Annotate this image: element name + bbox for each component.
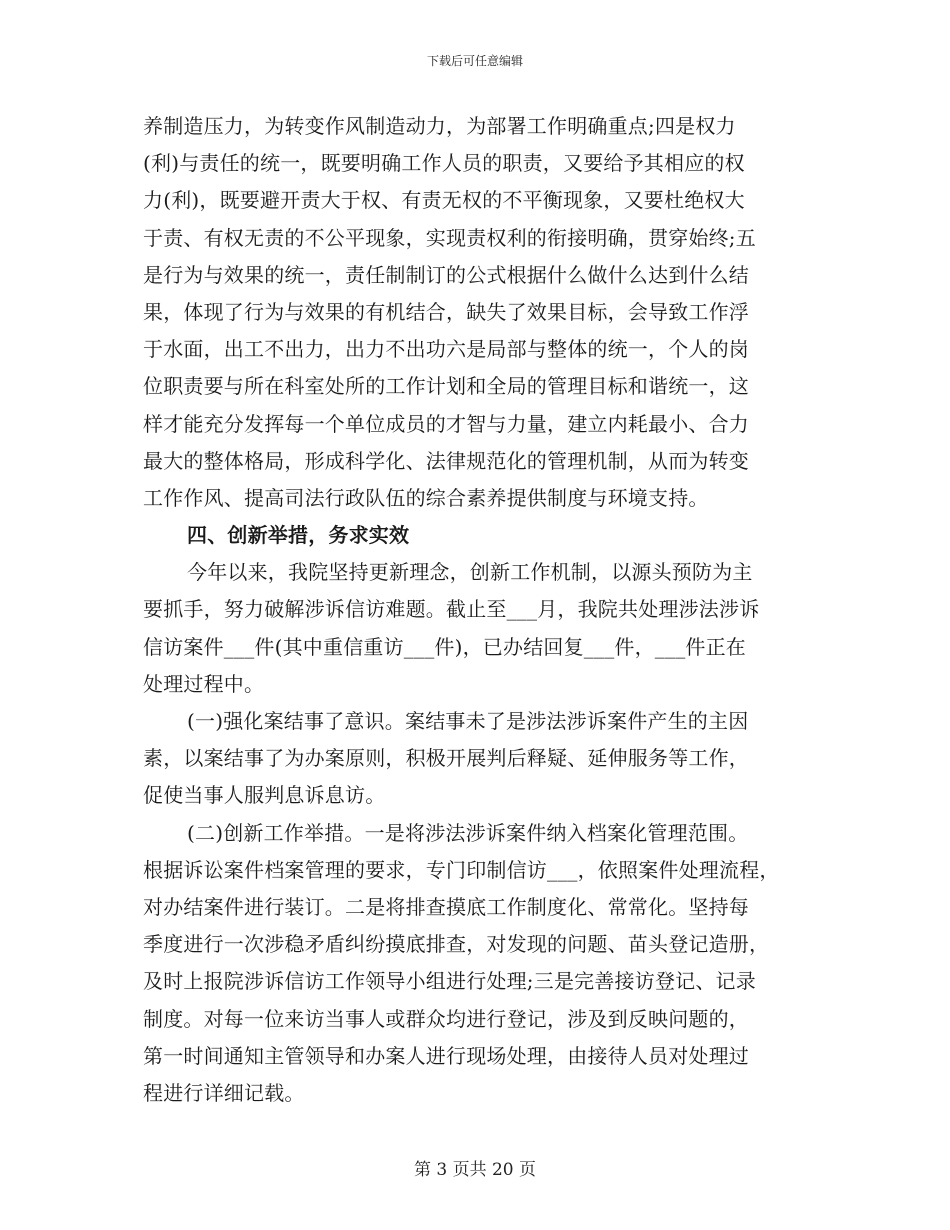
body-line: 程进行详细记载。: [143, 1080, 305, 1105]
body-line: 处理过程中。: [143, 671, 265, 696]
body-line: 及时上报院涉诉信访工作领导小组进行处理;三是完善接访登记、记录: [143, 969, 756, 994]
page-number: 第 3 页共 20 页: [413, 1160, 537, 1180]
body-line: 养制造压力，为转变作风制造动力，为部署工作明确重点;四是权力: [143, 114, 736, 138]
body-line: 根据诉讼案件档案管理的要求，专门印制信访___，依照案件处理流程，: [143, 857, 780, 882]
section-heading: 四、创新举措，务求实效: [187, 523, 410, 548]
paragraph-first-line: 今年以来，我院坚持更新理念，创新工作机制，以源头预防为主: [187, 560, 753, 585]
body-line: 信访案件___件(其中重信重访___件)，已办结回复___件，___件正在: [143, 634, 747, 659]
page-header: 下载后可任意编辑: [426, 54, 523, 68]
body-line: 果，体现了行为与效果的有机结合，缺失了效果目标，会导致工作浮: [143, 299, 749, 324]
body-line: 工作作风、提高司法行政队伍的综合素养提供制度与环境支持。: [143, 485, 709, 510]
paragraph-first-line: (二)创新工作举措。一是将涉法涉诉案件纳入档案化管理范围。: [187, 820, 749, 845]
body-line: 促使当事人服判息诉息访。: [143, 783, 386, 808]
body-line: 于责、有权无责的不公平现象，实现责权利的衔接明确，贯穿始终;五: [143, 225, 756, 250]
body-line: 要抓手，努力破解涉诉信访难题。截止至___月，我院共处理涉法涉诉: [143, 597, 760, 622]
body-line: 位职责要与所在科室处所的工作计划和全局的管理目标和谐统一，这: [143, 374, 749, 399]
body-line: 第一时间通知主管领导和办案人进行现场处理，由接待人员对处理过: [143, 1043, 749, 1068]
paragraph-first-line: (一)强化案结事了意识。案结事未了是涉法涉诉案件产生的主因: [187, 709, 749, 733]
body-line: 力(利)，既要避开责大于权、有责无权的不平衡现象，又要杜绝权大: [143, 188, 745, 213]
body-line: (利)与责任的统一，既要明确工作人员的职责，又要给予其相应的权: [143, 151, 745, 176]
document-body: [143, 108, 823, 1112]
body-line: 对办结案件进行装订。二是将排查摸底工作制度化、常常化。坚持每: [143, 894, 749, 919]
body-line: 样才能充分发挥每一个单位成员的才智与力量，建立内耗最小、合力: [143, 411, 749, 436]
body-line: 是行为与效果的统一，责任制制订的公式根据什么做什么达到什么结: [143, 262, 749, 287]
body-line: 季度进行一次涉稳矛盾纠纷摸底排查，对发现的问题、苗头登记造册，: [143, 932, 770, 957]
body-line: 于水面，出工不出力，出力不出功六是局部与整体的统一，个人的岗: [143, 337, 749, 362]
body-line: 制度。对每一位来访当事人或群众均进行登记，涉及到反映问题的，: [143, 1006, 749, 1031]
body-line: 素，以案结事了为办案原则，积极开展判后释疑、延伸服务等工作，: [143, 746, 749, 771]
body-line: 最大的整体格局，形成科学化、法律规范化的管理机制，从而为转变: [143, 448, 749, 473]
